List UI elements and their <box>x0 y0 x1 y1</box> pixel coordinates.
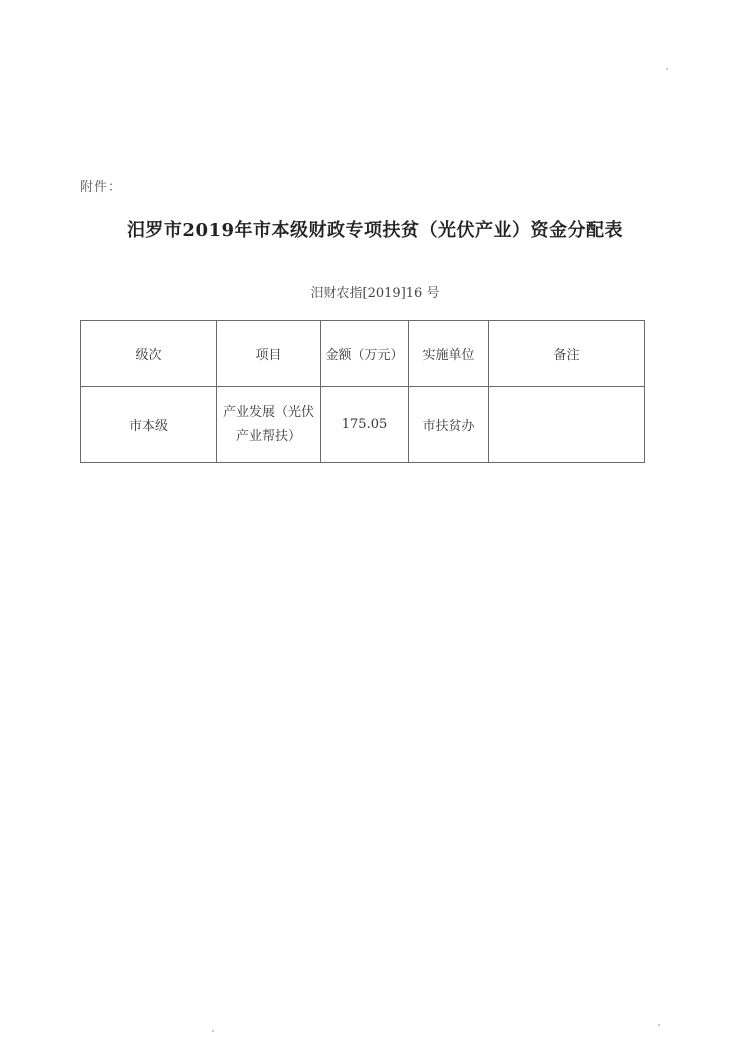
header-level: 级次 <box>81 321 217 387</box>
document-title: 汨罗市2019年市本级财政专项扶贫（光伏产业）资金分配表 <box>126 220 624 241</box>
table-row <box>81 387 645 463</box>
header-remarks: 备注 <box>489 321 645 387</box>
table-header-row <box>81 321 645 387</box>
cell-level: 市本级 <box>81 387 217 463</box>
document-number: 汨财农指[2019]16 号 <box>310 286 440 301</box>
cell-amount: 175.05 <box>321 387 409 463</box>
allocation-table <box>80 320 645 463</box>
scan-speck <box>658 1024 660 1026</box>
cell-remarks <box>489 387 645 463</box>
scan-speck <box>666 68 668 70</box>
header-implementing-unit: 实施单位 <box>409 321 489 387</box>
header-project: 项目 <box>217 321 321 387</box>
header-amount: 金额（万元） <box>321 321 409 387</box>
scan-speck <box>212 1030 214 1032</box>
attachment-label: 附件： <box>80 180 123 195</box>
cell-implementing-unit: 市扶贫办 <box>409 387 489 463</box>
cell-project: 产业发展（光伏产业帮扶） <box>217 387 321 463</box>
